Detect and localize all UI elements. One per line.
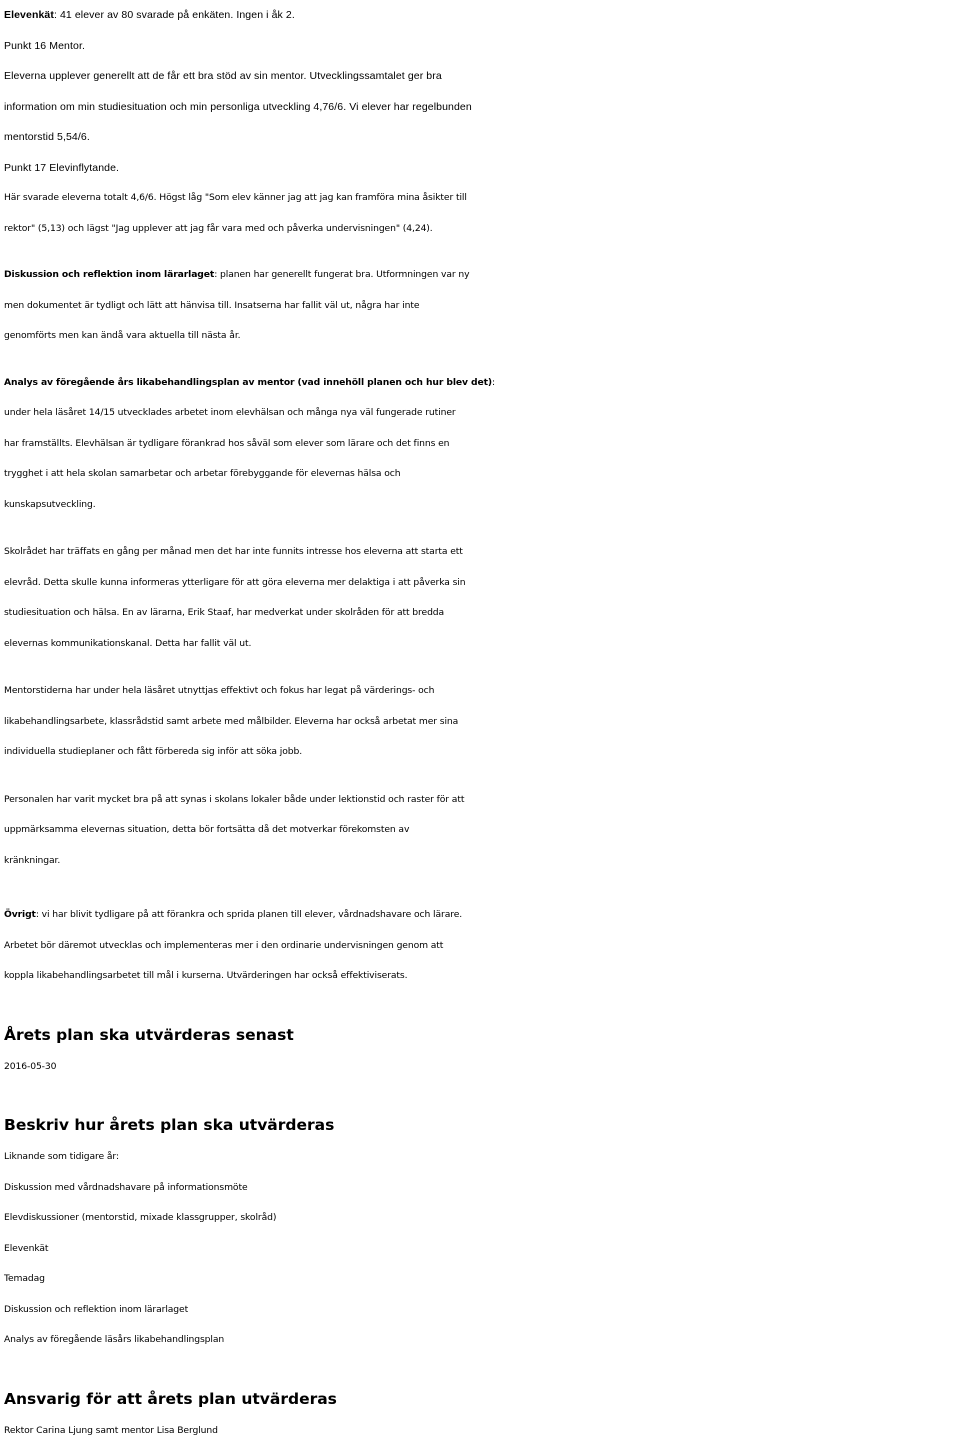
text-line: elevråd. Detta skulle kunna informeras ytterligare för att göra eleverna mer delaktiga i att påverka sin [4, 576, 466, 588]
text-line: Punkt 17 Elevinflytande. [4, 161, 120, 174]
text-line: kränkningar. [4, 854, 61, 866]
text-line: kunskapsutveckling. [4, 498, 96, 510]
mentor-time-paragraph [4, 676, 956, 768]
text-line: mentorstid 5,54/6. [4, 131, 90, 143]
inline-heading: Övrigt [4, 909, 36, 920]
text-line: trygghet i att hela skolan samarbetar och arbetar förebyggande för elevernas hälsa och [4, 468, 401, 479]
text-line [4, 368, 956, 399]
inline-heading: Analys av föregående års likabehandlingsplan av mentor (vad innehöll planen och hur blev det) [4, 376, 493, 388]
text-span: : [492, 376, 496, 388]
text-line: men dokumentet är tydligt och lätt att hänvisa till. Insatserna har fallit väl ut, några har inte [4, 299, 420, 311]
text-line: under hela läsåret 14/15 utvecklades arbetet inom elevhälsan och många nya väl fungerade rutiner [4, 407, 456, 418]
text-line: genomförts men kan ändå vara aktuella till nästa år. [4, 330, 241, 341]
text-line: Personalen har varit mycket bra på att synas i skolans lokaler både under lektionstid och raster för att [4, 793, 465, 805]
list-item: Liknande som tidigare år: [4, 1151, 119, 1162]
text-line: Mentorstiderna har under hela läsåret utnyttjas effektivt och fokus har legat på värderings- och [4, 685, 435, 696]
responsible-persons: Rektor Carina Ljung samt mentor Lisa Berglund [4, 1424, 218, 1436]
text-span: : 41 elever av 80 svarade på enkäten. Ingen i åk 2. [53, 9, 295, 21]
text-line: har framställts. Elevhälsan är tydligare förankrad hos såväl som elever som lärare och det finns en [4, 437, 450, 449]
list-item: Diskussion med vårdnadshavare på informationsmöte [4, 1181, 248, 1193]
inline-heading: Diskussion och reflektion inom lärarlaget [4, 269, 215, 280]
text-line [4, 900, 956, 931]
list-item: Elevdiskussioner (mentorstid, mixade klassgrupper, skolråd) [4, 1212, 277, 1223]
text-line: Skolrådet har träffats en gång per månad men det har inte funnits intresse hos eleverna att starta ett [4, 546, 463, 557]
text-line: Punkt 16 Mentor. [4, 39, 85, 52]
inline-heading: Elevenkät [4, 9, 54, 21]
text-line: individuella studieplaner och fått förbereda sig inför att söka jobb. [4, 746, 303, 757]
text-line: koppla likabehandlingsarbetet till mål i kurserna. Utvärderingen har också effektiviserats. [4, 970, 408, 981]
text-line: Arbetet bör däremot utvecklas och implementeras mer i den ordinarie undervisningen genom att [4, 939, 444, 951]
survey-results-block [4, 0, 956, 244]
responsible-section [4, 1382, 956, 1447]
text-line: Här svarade eleverna totalt 4,6/6. Högst låg "Som elev känner jag att jag kan framföra mina åsikter till [4, 192, 467, 203]
list-item: Analys av föregående läsårs likabehandlingsplan [4, 1334, 225, 1345]
staff-paragraph [4, 785, 956, 877]
list-item: Elevenkät [4, 1242, 49, 1254]
document-page [4, 0, 956, 1446]
list-item: Temadag [4, 1273, 45, 1284]
student-council-paragraph [4, 537, 956, 659]
text-line: uppmärksamma elevernas situation, detta bör fortsätta då det motverkar förekomsten av [4, 824, 410, 835]
section-heading: Beskriv hur årets plan ska utvärderas [4, 1116, 335, 1134]
text-line [4, 260, 956, 291]
evaluation-date-section [4, 1018, 956, 1083]
text-span: : planen har generellt fungerat bra. Utformningen var ny [214, 269, 470, 280]
text-line: studiesituation och hälsa. En av lärarna, Erik Staaf, har medverkat under skolråden för att bredda [4, 607, 445, 618]
mentor-analysis-block [4, 368, 956, 521]
text-line: rektor" (5,13) och lägst "Jag upplever att jag får vara med och påverka undervisningen" (4,24). [4, 222, 433, 234]
text-span: : vi har blivit tydligare på att förankra och sprida planen till elever, vårdnadshavare och lärare. [35, 909, 463, 920]
section-heading: Ansvarig för att årets plan utvärderas [4, 1389, 337, 1408]
text-line [4, 0, 956, 31]
evaluation-date: 2016-05-30 [4, 1060, 57, 1072]
other-block [4, 900, 956, 992]
section-heading: Årets plan ska utvärderas senast [4, 1025, 294, 1044]
teacher-reflection-block [4, 260, 956, 352]
text-line: likabehandlingsarbete, klassrådstid samt arbete med målbilder. Eleverna har också arbetat mer sina [4, 715, 459, 727]
text-line: elevernas kommunikationskanal. Detta har fallit väl ut. [4, 637, 252, 649]
text-line: Eleverna upplever generellt att de får ett bra stöd av sin mentor. Utvecklingssamtalet ger bra [4, 70, 442, 82]
text-line: information om min studiesituation och min personliga utveckling 4,76/6. Vi elever har regelbunden [4, 100, 472, 113]
list-item: Diskussion och reflektion inom lärarlaget [4, 1303, 189, 1315]
evaluation-method-section [4, 1108, 956, 1356]
